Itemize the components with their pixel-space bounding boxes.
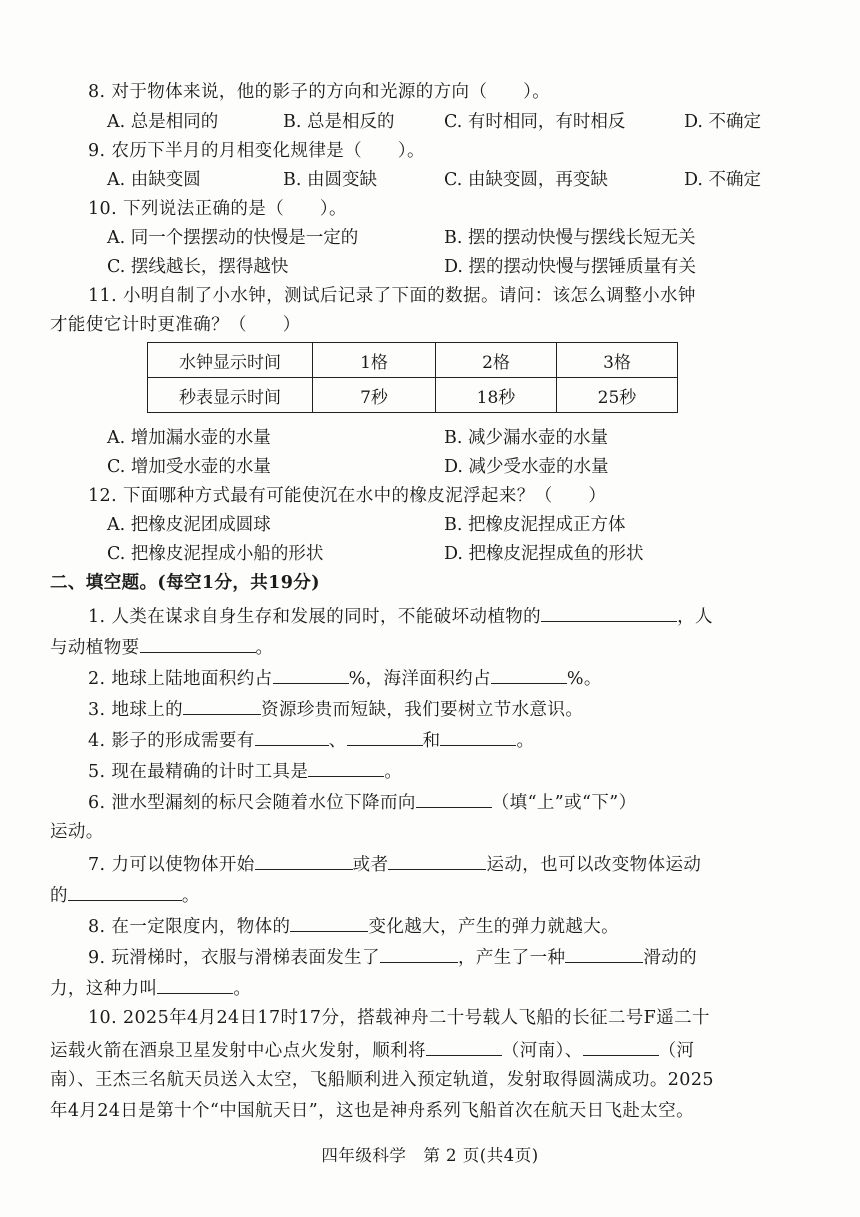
- table-cell: 1格: [313, 343, 436, 378]
- fill-blank[interactable]: [308, 758, 384, 777]
- fill-5-text: 。: [384, 762, 403, 782]
- fill-blank[interactable]: [388, 851, 486, 870]
- table-cell: 18秒: [436, 378, 557, 413]
- fill-9-line2: [50, 975, 251, 1001]
- q11-option-c: C. 增加受水壶的水量: [107, 457, 271, 477]
- fill-blank[interactable]: [380, 944, 458, 963]
- fill-2-text: %。: [566, 669, 602, 689]
- q9-stem: 9. 农历下半月的月相变化规律是（ ）。: [88, 141, 425, 161]
- table-cell: 秒表显示时间: [148, 378, 313, 413]
- q8-option-b: B. 总是相反的: [283, 112, 395, 132]
- q10-option-c: C. 摆线越长，摆得越快: [107, 257, 289, 277]
- fill-blank[interactable]: [140, 634, 256, 653]
- fill-7-line1: [88, 851, 701, 877]
- fill-1-text: 。: [255, 638, 274, 658]
- fill-10-text: （河: [658, 1041, 695, 1061]
- fill-blank[interactable]: [347, 727, 423, 746]
- q10-stem: 10. 下列说法正确的是（ ）。: [88, 199, 347, 219]
- table-cell: 25秒: [557, 378, 678, 413]
- q11-option-b: B. 减少漏水壶的水量: [444, 428, 608, 448]
- fill-9-text: ，产生了一种: [457, 948, 566, 968]
- fill-8: [88, 913, 619, 939]
- fill-1-line2: [50, 634, 273, 660]
- table-row: [148, 378, 678, 413]
- q12-option-d: D. 把橡皮泥捏成鱼的形状: [444, 544, 644, 564]
- fill-blank[interactable]: [416, 789, 492, 808]
- q10-option-d: D. 摆的摆动快慢与摆锤质量有关: [444, 257, 697, 277]
- fill-5-text: 5. 现在最精确的计时工具是: [88, 762, 309, 782]
- table-cell: 3格: [557, 343, 678, 378]
- fill-4: [88, 727, 534, 753]
- q11-stem-line1: 11. 小明自制了小水钟，测试后记录了下面的数据。请问：该怎么调整小水钟: [88, 286, 696, 306]
- fill-7-text: 或者: [352, 855, 389, 875]
- q8-stem: 8. 对于物体来说，他的影子的方向和光源的方向（ ）。: [88, 82, 551, 102]
- fill-4-text: 4. 影子的形成需要有: [88, 731, 255, 751]
- q10-option-b: B. 摆的摆动快慢与摆线长短无关: [444, 228, 696, 248]
- q12-stem: 12. 下面哪种方式最有可能使沉在水中的橡皮泥浮起来？（ ）: [88, 486, 607, 506]
- fill-1-text: 与动植物要: [50, 638, 140, 658]
- fill-10-line2: [50, 1037, 694, 1063]
- fill-8-text: 变化越大，产生的弹力就越大。: [368, 917, 620, 937]
- q10-option-a: A. 同一个摆摆动的快慢是一定的: [107, 228, 359, 248]
- q12-option-a: A. 把橡皮泥团成圆球: [107, 515, 271, 535]
- fill-blank[interactable]: [426, 1037, 502, 1056]
- table-row: [148, 343, 678, 378]
- fill-4-text: 和: [422, 731, 441, 751]
- q11-option-d: D. 减少受水壶的水量: [444, 457, 609, 477]
- fill-6-text: 6. 泄水型漏刻的标尺会随着水位下降而向: [88, 793, 416, 813]
- fill-10-line1: 10. 2025年4月24日17时17分，搭载神舟二十号载人飞船的长征二号F遥二十: [88, 1008, 710, 1028]
- fill-10-text: （河南）、: [501, 1041, 583, 1061]
- fill-blank[interactable]: [255, 851, 353, 870]
- fill-1-text: ，人: [677, 607, 713, 627]
- q9-option-d: D. 不确定: [684, 170, 762, 190]
- q9-option-a: A. 由缺变圆: [107, 170, 201, 190]
- fill-9-text: 滑动的: [643, 948, 698, 968]
- page-footer: 四年级科学 第 2 页(共4页): [321, 1146, 539, 1165]
- fill-9-text: 。: [233, 979, 252, 999]
- fill-10-text: 运载火箭在酒泉卫星发射中心点火发射，顺利将: [50, 1041, 426, 1061]
- fill-1-text: 1. 人类在谋求自身生存和发展的同时，不能破坏动植物的: [88, 607, 542, 627]
- fill-blank[interactable]: [255, 727, 329, 746]
- fill-blank[interactable]: [583, 1037, 659, 1056]
- fill-5: [88, 758, 402, 784]
- fill-7-text: 。: [181, 886, 200, 906]
- fill-7-text: 的: [50, 886, 68, 906]
- q8-option-d: D. 不确定: [684, 112, 762, 132]
- table-cell: 水钟显示时间: [148, 343, 313, 378]
- fill-8-text: 8. 在一定限度内，物体的: [88, 917, 291, 937]
- q11-stem-line2: 才能使它计时更准确？（ ）: [50, 315, 301, 335]
- fill-blank[interactable]: [565, 944, 643, 963]
- fill-9-text: 9. 玩滑梯时，衣服与滑梯表面发生了: [88, 948, 380, 968]
- fill-9-line1: [88, 944, 697, 970]
- fill-7-text: 运动，也可以改变物体运动: [486, 855, 702, 875]
- fill-2-text: 2. 地球上陆地面积约占: [88, 669, 273, 689]
- fill-7-text: 7. 力可以使物体开始: [88, 855, 255, 875]
- fill-4-text: 。: [516, 731, 535, 751]
- q9-option-c: C. 由缺变圆，再变缺: [444, 170, 608, 190]
- fill-blank[interactable]: [541, 603, 677, 622]
- section-title: 二、填空题。(每空1分，共19分): [50, 573, 320, 593]
- fill-9-text: 力，这种力叫: [50, 979, 158, 999]
- q12-option-c: C. 把橡皮泥捏成小船的形状: [107, 544, 324, 564]
- fill-10-line4: 年4月24日是第十个“中国航天日”，这也是神舟系列飞船首次在航天日飞赴太空。: [50, 1101, 694, 1121]
- fill-blank[interactable]: [491, 665, 567, 684]
- fill-6-line1: [88, 789, 637, 815]
- fill-2-text: %，海洋面积约占: [348, 669, 491, 689]
- fill-4-text: 、: [328, 731, 347, 751]
- fill-6-line2: 运动。: [50, 822, 104, 842]
- fill-blank[interactable]: [440, 727, 516, 746]
- fill-blank[interactable]: [183, 696, 261, 715]
- fill-1-line1: [88, 603, 713, 629]
- fill-blank[interactable]: [68, 882, 182, 901]
- q12-option-b: B. 把橡皮泥捏成正方体: [444, 515, 626, 535]
- q9-option-b: B. 由圆变缺: [283, 170, 377, 190]
- fill-blank[interactable]: [290, 913, 368, 932]
- q8-option-c: C. 有时相同，有时相反: [444, 112, 626, 132]
- table-cell: 2格: [436, 343, 557, 378]
- fill-3-text: 资源珍贵而短缺，我们要树立节水意识。: [261, 700, 584, 720]
- fill-6-text: （填“上”或“下”）: [491, 793, 637, 813]
- fill-3-text: 3. 地球上的: [88, 700, 184, 720]
- fill-blank[interactable]: [157, 975, 233, 994]
- fill-2: [88, 665, 602, 691]
- fill-blank[interactable]: [273, 665, 349, 684]
- fill-7-line2: [50, 882, 200, 908]
- fill-10-line3: 南）、王杰三名航天员送入太空，飞船顺利进入预定轨道，发射取得圆满成功。2025: [50, 1070, 714, 1090]
- fill-3: [88, 696, 583, 722]
- q11-option-a: A. 增加漏水壶的水量: [107, 428, 271, 448]
- water-clock-table: [147, 342, 678, 413]
- table-cell: 7秒: [313, 378, 436, 413]
- q8-option-a: A. 总是相同的: [107, 112, 219, 132]
